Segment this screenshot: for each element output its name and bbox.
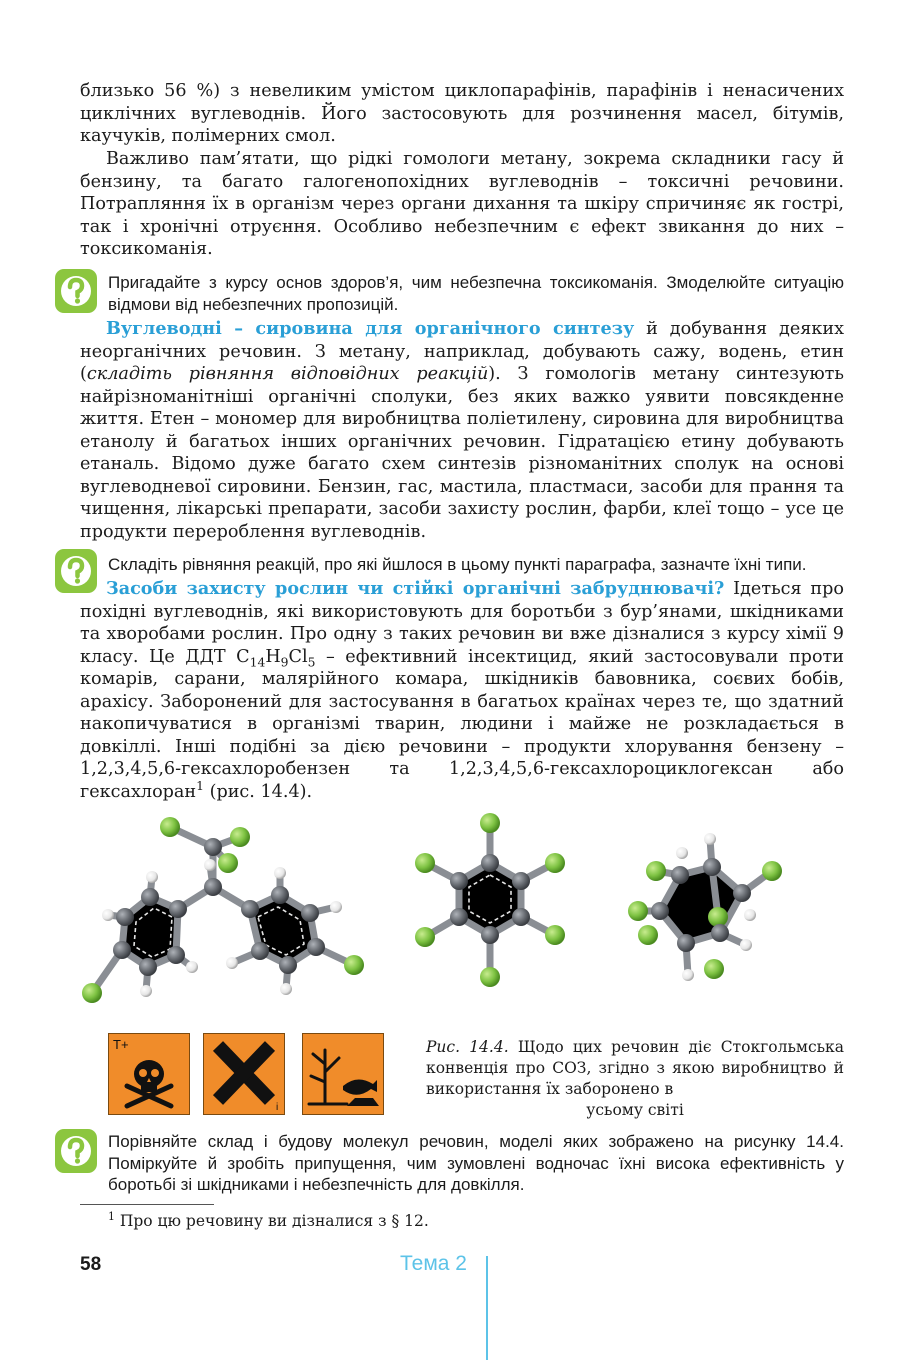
paragraph-1-text: близько 56 %) з невеликим умістом циклопарафінів, парафінів і ненасичених циклічних вуглеводнів. Його застосовують для розчинення масел, бітумів, каучуків, полімерних смол.	[80, 81, 844, 146]
question-3-text: Порівняйте склад і будову молекул речовин, моделі яких зображено на рисунку 14.4. Поміркуйте й зробіть припущення, чим зумовлені водночас їхні висока ефективність у боротьбі зі шкідниками і небезпечність для довкілля.	[108, 1132, 844, 1194]
formula-cl: Cl	[288, 646, 308, 667]
irritant-label: i	[276, 1102, 279, 1113]
question-icon	[54, 268, 98, 314]
paragraph-4	[80, 578, 844, 803]
toxic-label: T+	[113, 1037, 129, 1052]
footnote-text: Про цю речовину ви дізналися з § 12.	[114, 1212, 429, 1230]
paragraph-3	[80, 318, 844, 543]
paragraph-3-lead: Вуглеводні – сировина для органічного синтезу	[106, 318, 635, 339]
hexachlorobenzene-molecule-model	[415, 813, 565, 987]
formula-h: H	[265, 646, 281, 667]
paragraph-3-text-b: ). З гомологів метану синтезують найрізноманітніші органічні сполуки, без яких важко уявити повсякденне життя. Етен – мономер для виробництва поліетилену, сировина для виробництва етанолу й багатьох інших органічних речовин. Гідратацією етину добувають етаналь. Відомо дуже багато схем синтезів різноманітних сполук на основі вуглеводневої сировини. Бензин, гас, мастила, пластмаси, засоби для прання та чищення, лікарські препарати, засоби захисту рослин, фарби, клеї тощо – усе це продукти перероблення вуглеводнів.	[80, 364, 844, 542]
environment-hazard-icon	[302, 1033, 384, 1115]
question-1-text: Пригадайте з курсу основ здоров’я, чим небезпечна токсикоманія. Змоделюйте ситуацію відмови від небезпечних пропозицій.	[108, 273, 844, 314]
figure-caption-last: усьому світі	[586, 1101, 684, 1119]
paragraph-1	[80, 80, 844, 148]
paragraph-3-italic: складіть рівняння відповідних реакцій	[86, 364, 489, 384]
formula-sub-5: 5	[307, 655, 316, 670]
formula-sub-9: 9	[280, 655, 289, 670]
toxic-hazard-icon	[108, 1033, 190, 1115]
question-icon	[54, 1128, 98, 1174]
topic-label: Тема 2	[400, 1252, 467, 1275]
ddt-molecule-model	[82, 817, 364, 1003]
footnote	[108, 1209, 429, 1230]
paragraph-2	[80, 148, 844, 261]
topic-divider	[486, 1256, 488, 1360]
paragraph-4-lead: Засоби захисту рослин чи стійкі органічні забруднювачі?	[106, 578, 725, 599]
molecule-models-figure	[70, 805, 810, 1025]
paragraph-4-text-a: Ідеться про похідні вуглеводнів, які використовують для боротьби з бур’янами, шкідниками та хворобами рослин. Про одну з таких речовин ви вже дізналися з курсу хімії 9 класу. Це ДДТ C	[80, 579, 844, 667]
paragraph-2-text: Важливо пам’ятати, що рідкі гомологи метану, зокрема складники гасу й бензину, та багато галогенопохідних вуглеводнів – токсичні речовини. Потрапляння їх в організм через органи дихання та шкіру спричиняє як гострі, так і хронічні отруєння. Особливо небезпечним є ефект звикання до них – токсикоманія.	[80, 149, 844, 259]
page-number: 58	[80, 1254, 102, 1275]
footnote-ref: 1	[196, 778, 204, 793]
hexachlorocyclohexane-molecule-model	[628, 833, 782, 981]
figure-caption-text: Щодо цих речовин діє Стокгольмська конвенція про СОЗ, згідно з якою виробництво й використання їх заборонено в	[426, 1038, 844, 1098]
irritant-hazard-icon	[203, 1033, 285, 1115]
paragraph-4-text-b: – ефективний інсектицид, який застосовували проти комарів, сарани, малярійного комара, шкідників бавовника, соєвих бобів, арахісу. Заборонений для застосування в багатьох країнах через те, що здатний накопичуватися в організмі тварин, людини і майже не розкладається в довкіллі. Інші подібні за дією речовини – продукти хлорування бензену – 1,2,3,4,5,6-гексахлоробензен та 1,2,3,4,5,6-гексахлороциклогексан або гексахлоран	[80, 646, 844, 802]
paragraph-3-text-a: й добування деяких неорганічних речовин. З метану, наприклад, добувають сажу, водень, етин (	[80, 319, 845, 384]
formula-sub-14: 14	[249, 655, 266, 670]
question-2-text: Складіть рівняння реакцій, про які йшлося в цьому пункті параграфа, зазначте їхні типи.	[108, 555, 807, 574]
footnote-divider	[80, 1204, 214, 1205]
figure-caption	[426, 1037, 844, 1121]
figure-caption-label: Рис. 14.4.	[426, 1038, 509, 1056]
paragraph-4-text-c: (рис. 14.4).	[203, 781, 313, 802]
footnote-marker: 1	[108, 1209, 115, 1223]
